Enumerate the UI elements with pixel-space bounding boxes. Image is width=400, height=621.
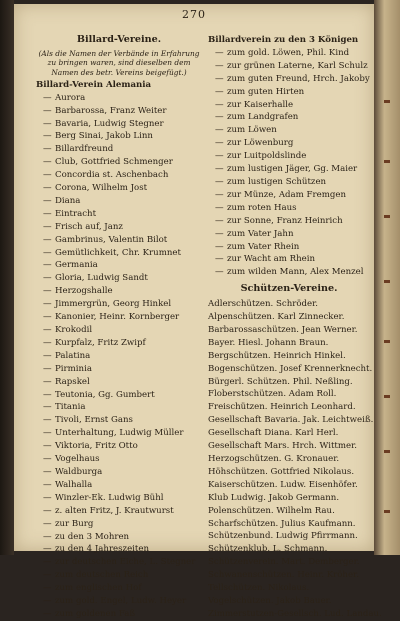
- list-item-text: Jimmergrün, Georg Hinkel: [55, 299, 172, 310]
- list-item-text: zu den 4 Jahreszeiten: [55, 544, 149, 555]
- list-item-text: zum Vater Jahn: [227, 228, 294, 239]
- list-item: — zur Löwenburg: [215, 138, 294, 149]
- list-item: — Titania: [43, 402, 86, 413]
- list-item-text: Titania: [55, 402, 86, 413]
- list-item: — zur grünen Laterne, Karl Schulz: [215, 60, 368, 71]
- list-item-text: zum Vater Rhein: [227, 241, 300, 252]
- list-item-text: Scharfschützen. Julius Kaufmann.: [208, 518, 356, 529]
- list-item-text: zur Sonne, Franz Heinrich: [227, 215, 343, 226]
- list-item-text: zum roten Haus: [227, 202, 297, 213]
- list-item-text: Frisch auf, Janz: [55, 221, 123, 232]
- list-item: — Concordia st. Aschenbach: [43, 170, 169, 181]
- list-item: [208, 543, 370, 556]
- list-item: — Pirminia: [43, 363, 92, 374]
- list-item-text: Bayer. Hiesl. Johann Braun.: [208, 337, 329, 348]
- list-item-text: Alpenschützen. Karl Zinnecker.: [208, 312, 345, 323]
- list-item: [208, 414, 374, 427]
- list-item-text: Gemütlichkeit, Chr. Krumnet: [55, 247, 181, 258]
- list-item-text: Tivoli, Ernst Gans: [55, 415, 133, 426]
- list-item: — zum englischen Hof: [43, 583, 142, 594]
- list-item-text: Viktoria, Fritz Otto: [55, 441, 138, 452]
- list-item-text: Floberstschützen. Adam Roll.: [208, 389, 337, 400]
- list-item-text: Schwanenschützen. Heinr. Kröher.: [208, 570, 359, 581]
- list-item-text: zum englischen Hof: [55, 583, 142, 594]
- list-item: [208, 453, 370, 466]
- list-item: [208, 466, 370, 479]
- list-item-text: Schützenbund. Ludwig Pfirrmann.: [208, 531, 358, 542]
- list-item: — zum lustigen Schützen: [215, 176, 327, 187]
- list-item: — zum goldenen Faß: [43, 608, 136, 619]
- list-item-text: Herzogshalle: [55, 286, 113, 297]
- list-item-text: Walhalla: [55, 479, 93, 490]
- list-item: [208, 492, 370, 505]
- list-item-text: Kurpfalz, Fritz Zwipf: [55, 337, 146, 348]
- list-item: — Eintracht: [43, 208, 97, 219]
- list-item: — Jimmergrün, Georg Hinkel: [43, 299, 172, 310]
- list-item-text: zum guten Hirten: [227, 86, 305, 97]
- schuetzen-heading: Schützen-Vereine.: [240, 283, 338, 295]
- list-item: — zum Löwen: [215, 125, 277, 136]
- list-item: — Gambrinus, Valentin Bilot: [43, 234, 168, 245]
- list-item: — Vogelhaus: [43, 454, 100, 465]
- list-item: [208, 608, 382, 621]
- list-item-text: Schützenverein. Mart. Demberger.: [208, 557, 360, 568]
- book-page: [14, 4, 382, 619]
- list-item-text: Unterhaltung, Ludwig Müller: [55, 428, 184, 439]
- list-item: [208, 582, 370, 595]
- list-item-text: zur Luitpoldslinde: [227, 151, 307, 162]
- list-item: — Walhalla: [43, 479, 93, 490]
- list-item: — zum guten Hirten: [215, 86, 305, 97]
- list-item: [208, 363, 373, 376]
- list-item-text: Aurora: [55, 92, 86, 103]
- list-item-text: zum gold. Löwen, Phil. Kind: [227, 47, 350, 58]
- billard-continuation-heading: Billardverein zu den 3 Königen: [208, 35, 359, 45]
- list-item: — Teutonia, Gg. Gumbert: [43, 389, 155, 400]
- book-spine: [0, 0, 14, 555]
- list-item: [208, 556, 370, 569]
- list-item-text: Corona, Wilhelm Jost: [55, 183, 148, 194]
- list-item-text: Herzogschützen. G. Kronauer.: [208, 454, 340, 464]
- list-item-text: zum lustigen Jäger, Gg. Maier: [227, 164, 358, 175]
- list-item: — Club, Gottfried Schmenger: [43, 157, 173, 168]
- list-item-text: Vogelschützen. Jakob Bauer.: [208, 595, 332, 606]
- list-item-text: Freischützen. Heinrich Leonhard.: [208, 402, 356, 413]
- list-item-text: Zimmerstutzen-Gesellsch. Lud. Landau.: [208, 608, 382, 619]
- list-item: — Tivoli, Ernst Gans: [43, 415, 133, 426]
- list-item-text: Kaiserschützen. Ludw. Eisenhöfer.: [208, 479, 358, 490]
- list-item: — Diana: [43, 195, 81, 206]
- list-item-text: Berg Sinai, Jakob Linn: [55, 131, 153, 142]
- list-item-text: zur deutschen Eiche, L. Stegner: [55, 557, 196, 568]
- list-item-text: Vogelhaus: [55, 454, 100, 465]
- list-item: [208, 298, 370, 311]
- list-item: — zum Vater Rhein: [215, 241, 300, 252]
- list-item-text: Bavaria, Ludwig Stegner: [55, 118, 164, 129]
- list-item-text: zu den 3 Mohren: [55, 531, 130, 542]
- list-item-text: zur Burg: [55, 518, 94, 529]
- list-item-text: zur Kaiserhalle: [227, 99, 294, 110]
- page-number: 270: [182, 8, 206, 21]
- right-column: [208, 34, 382, 621]
- list-item: [208, 311, 370, 324]
- list-item: — zum gold. Löwen, Phil. Kind: [215, 47, 350, 58]
- list-item: — zum guten Freund, Hrch. Jakoby: [215, 73, 370, 84]
- list-item: [208, 350, 370, 363]
- list-item: [208, 530, 370, 543]
- list-item-text: Concordia st. Aschenbach: [55, 170, 169, 181]
- list-item: [208, 388, 370, 401]
- list-item-text: Teutonia, Gg. Gumbert: [55, 389, 155, 400]
- list-item: — Gemütlichkeit, Chr. Krumnet: [43, 247, 181, 258]
- list-item-text: Gesellschaft Mars. Hrch. Wittmer.: [208, 441, 357, 452]
- list-item-text: zum goldenen Faß: [55, 608, 136, 619]
- list-item: — Gloria, Ludwig Sandt: [43, 273, 148, 284]
- list-item: — Frisch auf, Janz: [43, 221, 123, 232]
- list-item: — Viktoria, Fritz Otto: [43, 441, 138, 452]
- list-item: — Winzler-Ek. Ludwig Bühl: [43, 492, 164, 503]
- list-item: — zum roten Haus: [215, 202, 297, 213]
- list-item: — Waldburga: [43, 466, 103, 477]
- list-item-text: Bogenschützen. Josef Krennerknecht.: [208, 363, 373, 374]
- list-item: [208, 376, 370, 389]
- list-item: — z. alten Fritz, J. Krautwurst: [43, 505, 174, 516]
- list-item: — zu den 3 Mohren: [43, 531, 130, 542]
- list-item: — zur Sonne, Franz Heinrich: [215, 215, 343, 226]
- list-item-text: Gesellschaft Bavaria. Jak. Leichtweiß.: [208, 415, 374, 426]
- left-column: [36, 34, 202, 621]
- list-item-text: zum guten Freund, Hrch. Jakoby: [227, 73, 370, 84]
- list-item: [208, 479, 370, 492]
- list-item: — Unterhaltung, Ludwig Müller: [43, 428, 184, 439]
- list-item-text: Gambrinus, Valentin Bilot: [55, 234, 168, 245]
- list-item: — zur Münze, Adam Fremgen: [215, 189, 346, 200]
- list-item-text: Adlerschützen. Schröder.: [208, 299, 319, 310]
- list-item: [208, 401, 370, 414]
- list-item: [208, 440, 370, 453]
- list-item: — Berg Sinai, Jakob Linn: [43, 131, 153, 142]
- list-item-text: Klub Ludwig. Jakob Germann.: [208, 492, 340, 503]
- list-item-text: Waldburga: [55, 466, 103, 477]
- list-item-text: Schützenklub. L. Schmann.: [208, 544, 328, 555]
- list-item-text: Gesellschaft Diana. Karl Herl.: [208, 428, 339, 439]
- list-item: — Bavaria, Ludwig Stegner: [43, 118, 164, 129]
- list-item-text: Billardfreund: [55, 144, 114, 155]
- list-item: — Germania: [43, 260, 98, 271]
- list-item: — zur Wacht am Rhein: [215, 254, 316, 265]
- list-item: — Barbarossa, Franz Weiter: [43, 105, 167, 116]
- list-item: — zum lustigen Jäger, Gg. Maier: [215, 164, 358, 175]
- billard-note: (Als die Namen der Verbände in Erfahrung zu bringen waren, sind dieselben dem Namen des betr. Vereins beigefügt.): [38, 48, 200, 77]
- list-item-text: zum Landgrafen: [227, 112, 299, 123]
- list-item: — Herzogshalle: [43, 286, 113, 297]
- list-item-text: Tellschützen. Nikolaus.: [208, 583, 310, 594]
- list-item-text: zum gold. Engel, Ludw. Heyer: [55, 596, 187, 607]
- list-item: — Kurpfalz, Fritz Zwipf: [43, 337, 146, 348]
- list-item-text: Polenschützen. Wilhelm Rau.: [208, 505, 335, 516]
- list-item-text: Bürgerl. Schützen. Phil. Neßling.: [208, 376, 353, 387]
- schuetzen-entry-list: [208, 298, 382, 621]
- list-item-text: zum lustigen Schützen: [227, 176, 327, 187]
- list-item-text: zum Löwen: [227, 125, 277, 136]
- list-item: — zur Burg: [43, 518, 94, 529]
- list-item-text: Winzler-Ek. Ludwig Bühl: [55, 492, 164, 503]
- page-edge-marks: [380, 40, 396, 540]
- list-item-text: Palatina: [55, 350, 91, 361]
- billard-association: Billard-Verein Alemania: [36, 79, 152, 90]
- list-item: — zum gold. Engel, Ludw. Heyer: [43, 596, 187, 607]
- list-item-text: zur Wacht am Rhein: [227, 254, 316, 265]
- list-item-text: Germania: [55, 260, 98, 271]
- list-item-text: zur Löwenburg: [227, 138, 294, 149]
- list-item: — Rapskel: [43, 376, 90, 387]
- billard-heading: Billard-Vereine.: [76, 34, 162, 45]
- list-item: [208, 569, 370, 582]
- billard-continuation-list: [208, 47, 370, 279]
- list-item: [208, 505, 370, 518]
- list-item-text: Barbarossaschützen. Jean Werner.: [208, 324, 358, 335]
- list-item-text: zum wilden Mann, Alex Menzel: [227, 267, 364, 278]
- list-item-text: Barbarossa, Franz Weiter: [55, 105, 167, 116]
- list-item-text: Pirminia: [55, 363, 92, 374]
- list-item: — Krokodil: [43, 325, 93, 336]
- list-item-text: Rapskel: [55, 376, 90, 387]
- billard-entry-list: [36, 92, 202, 621]
- list-item-text: Krokodil: [55, 325, 93, 336]
- list-item: — zur deutschen Eiche, L. Stegner: [43, 557, 196, 568]
- list-item-text: zum deutschen Reich: [55, 570, 149, 581]
- list-item: — Corona, Wilhelm Jost: [43, 183, 148, 194]
- list-item-text: Höhschützen. Gottfried Nikolaus.: [208, 466, 355, 477]
- list-item: — zum Vater Jahn: [215, 228, 294, 239]
- list-item: — zur Luitpoldslinde: [215, 151, 307, 162]
- list-item-text: Diana: [55, 195, 81, 206]
- list-item-text: Eintracht: [55, 208, 97, 219]
- list-item-text: zur Münze, Adam Fremgen: [227, 189, 346, 200]
- list-item-text: zur grünen Laterne, Karl Schulz: [227, 60, 368, 71]
- list-item: — Aurora: [43, 92, 86, 103]
- list-item: [208, 595, 370, 608]
- list-item: — Palatina: [43, 350, 91, 361]
- list-item-text: z. alten Fritz, J. Krautwurst: [55, 505, 174, 516]
- list-item-text: Bergschützen. Heinrich Hinkel.: [208, 350, 346, 361]
- list-item-text: Kanonier, Heinr. Kornberger: [55, 312, 180, 323]
- list-item-text: Gloria, Ludwig Sandt: [55, 273, 148, 284]
- list-item: — zu den 4 Jahreszeiten: [43, 544, 149, 555]
- list-item: [208, 337, 370, 350]
- list-item: — Billardfreund: [43, 144, 114, 155]
- list-item: — zum Landgrafen: [215, 112, 299, 123]
- list-item: [208, 427, 370, 440]
- list-item: — zum deutschen Reich: [43, 570, 149, 581]
- list-item: — Kanonier, Heinr. Kornberger: [43, 312, 180, 323]
- list-item: [208, 518, 370, 531]
- list-item: — zum wilden Mann, Alex Menzel: [215, 267, 364, 278]
- list-item-text: Club, Gottfried Schmenger: [55, 157, 173, 168]
- list-item: — zur Kaiserhalle: [215, 99, 294, 110]
- list-item: [208, 324, 370, 337]
